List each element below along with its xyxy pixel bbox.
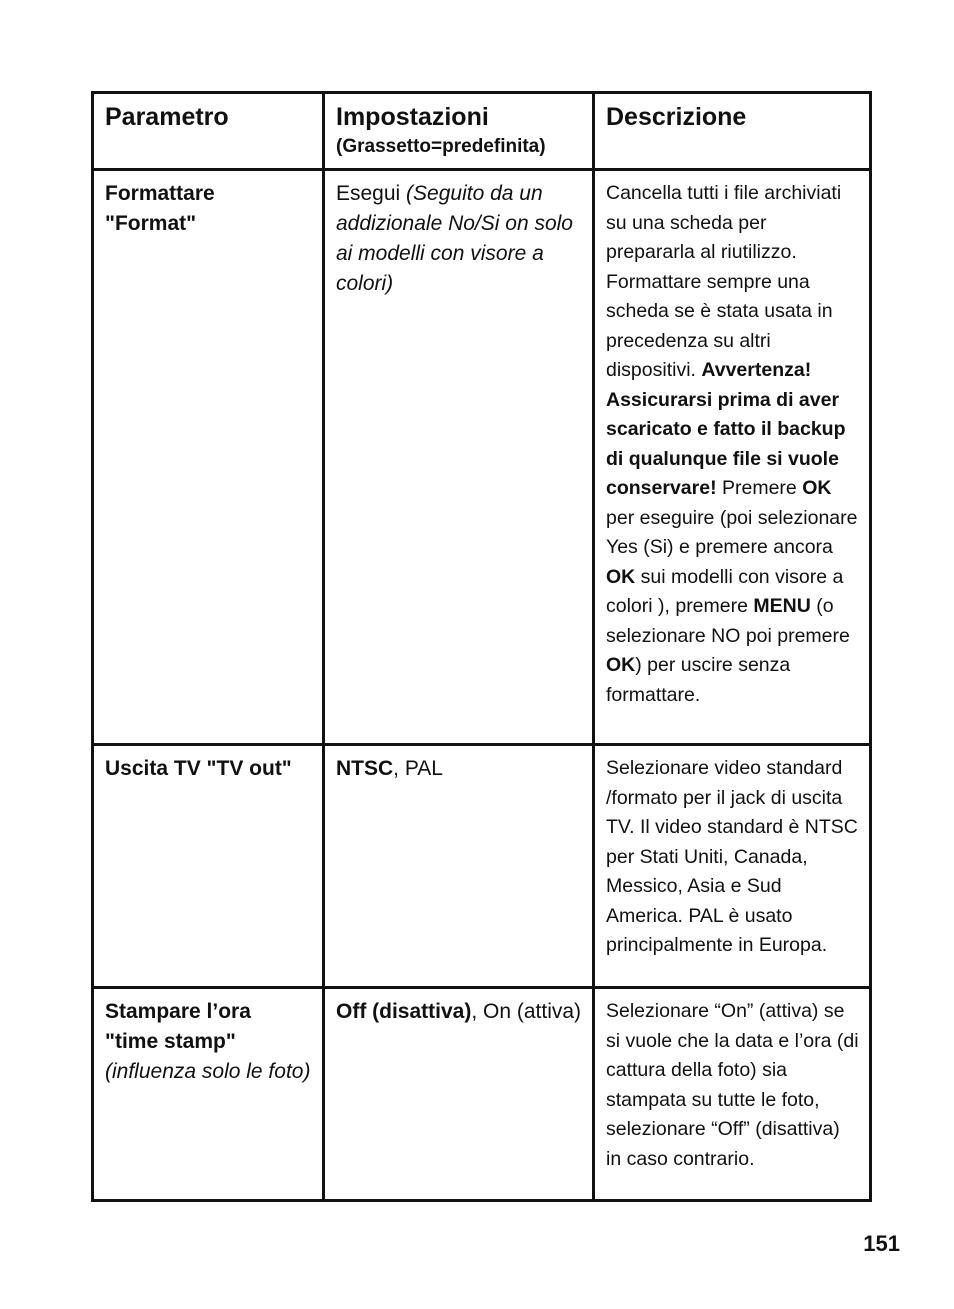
- ok-key-label: OK: [802, 477, 832, 499]
- param-cell-format: [93, 170, 324, 745]
- param-cell-tv-out: [93, 745, 324, 988]
- header-param: [93, 93, 324, 170]
- setting-cell-time-stamp: [324, 988, 594, 1201]
- description-text: Selezionare “On” (attiva) se si vuole che la data e l’ora (di cattura della foto) sia stampata su tutte le foto, selezionare “Off” (disattiva) in caso contrario.: [606, 1000, 859, 1170]
- header-description: [594, 93, 871, 170]
- setting-default-value: NTSC: [336, 757, 394, 780]
- settings-table: [91, 91, 872, 1202]
- setting-cell-format: [324, 170, 594, 745]
- header-settings: [324, 93, 594, 170]
- param-cell-time-stamp: [93, 988, 324, 1201]
- description-cell-format: [594, 170, 871, 745]
- param-note: (influenza solo le foto): [105, 1060, 311, 1083]
- description-text: (o selezionare NO poi premere: [606, 595, 850, 647]
- description-text: Selezionare video standard /formato per il jack di uscita TV. Il video standard è NTSC per Stati Uniti, Canada, Messico, Asia e Sud America. PAL è usato principalmente in Europa.: [606, 757, 858, 956]
- setting-value: , PAL: [393, 757, 443, 780]
- header-settings-label: Impostazioni: [336, 103, 489, 131]
- header-settings-note: (Grassetto=predefinita): [336, 136, 546, 157]
- ok-key-label: OK: [606, 654, 636, 676]
- description-cell-tv-out: [594, 745, 871, 988]
- param-alias: "time stamp": [105, 1030, 236, 1053]
- header-description-label: Descrizione: [606, 103, 747, 131]
- table-row-format: [93, 170, 871, 745]
- param-name: Uscita TV "TV out": [105, 757, 292, 780]
- setting-note: (Seguito da un addizionale No/Si on solo ai modelli con visore a colori): [336, 182, 573, 295]
- table-row-tv-out: [93, 745, 871, 988]
- page-number: 151: [863, 1231, 900, 1256]
- setting-default-value: Off (disattiva): [336, 1000, 472, 1023]
- menu-key-label: MENU: [753, 595, 811, 617]
- setting-value: Esegui: [336, 182, 407, 205]
- param-alias: "Format": [105, 212, 197, 235]
- param-name: Stampare l’ora: [105, 1000, 251, 1023]
- table-header-row: [93, 93, 871, 170]
- setting-cell-tv-out: [324, 745, 594, 988]
- description-text: ) per uscire senza formattare.: [606, 654, 791, 706]
- setting-value: , On (attiva): [471, 1000, 582, 1023]
- description-cell-time-stamp: [594, 988, 871, 1201]
- table-row-time-stamp: [93, 988, 871, 1201]
- param-name: Formattare: [105, 182, 215, 205]
- description-text: per eseguire (poi selezionare Yes (Si) e premere ancora: [606, 506, 858, 558]
- description-text: Premere: [716, 477, 803, 499]
- ok-key-label: OK: [606, 565, 636, 588]
- description-text: Cancella tutti i file archiviati su una scheda per prepararla al riutilizzo. Formattare sempre una scheda se è stata usata in precedenza su altri dispositivi.: [606, 182, 842, 381]
- description-text: sui modelli con visore a colori ), premere: [606, 565, 844, 617]
- warning-text: Avvertenza! Assicurarsi prima di aver scaricato e fatto il backup di qualunque file si vuole conservare!: [606, 359, 846, 499]
- header-param-label: Parametro: [105, 103, 229, 131]
